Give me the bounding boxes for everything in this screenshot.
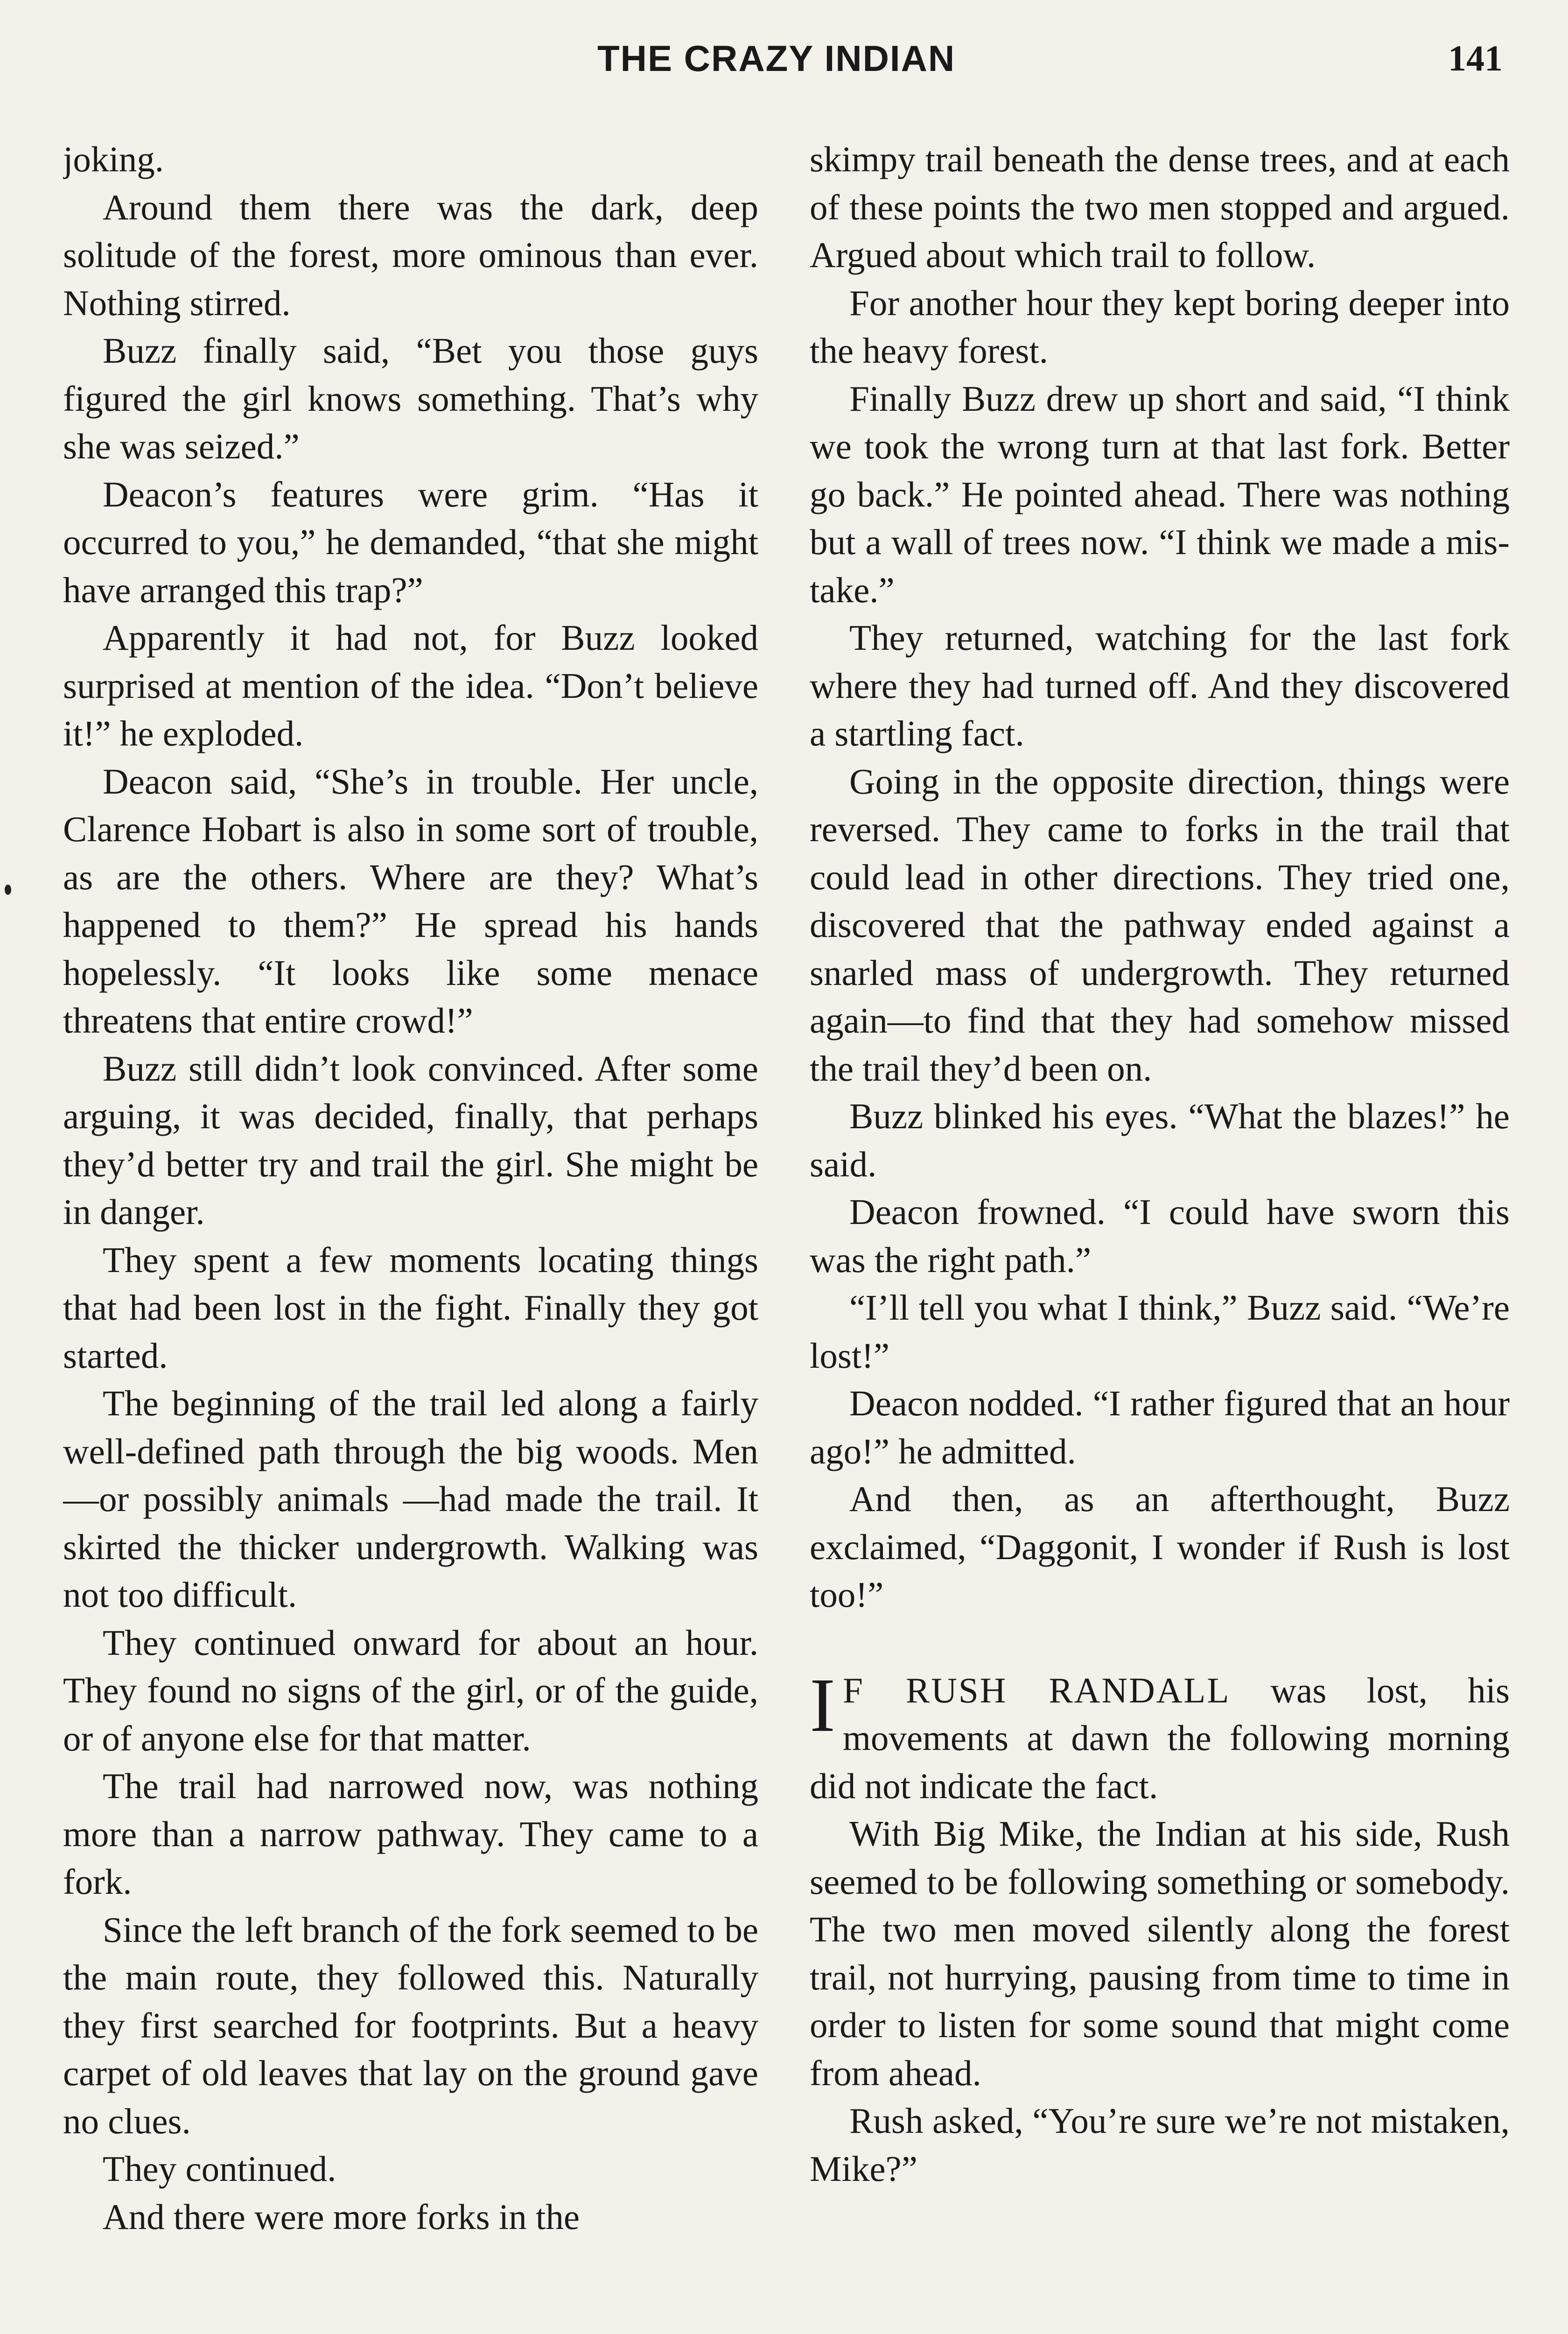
section-opening-paragraph (810, 1662, 1510, 1810)
paragraph: Buzz finally said, “Bet you those guys figured the girl knows something. That’s why she was seized.” (63, 330, 758, 466)
paragraph: Apparently it had not, for Buzz looked surprised at mention of the idea. “Don’t believe it!” he exploded. (63, 618, 758, 753)
section-opening-text: was lost, his movements at dawn the following morning did not indicate the fact. (810, 1670, 1510, 1806)
paragraph: With Big Mike, the Indian at his side, Rush seemed to be following something or somebody. The two men moved silently along the forest trail, not hurrying, pausing from time to time in order to listen for some sound that might come from ahead. (810, 1814, 1510, 2093)
paragraph: They continued. (103, 2149, 336, 2189)
drop-cap: I (810, 1662, 835, 1748)
left-column (63, 135, 758, 2334)
paragraph: And there were more forks in the (103, 2196, 580, 2237)
paragraph: joking. (63, 139, 164, 179)
paragraph: skimpy trail beneath the dense trees, and at each of these points the two men stopped and argued. Argued about which trail to follow. (810, 139, 1510, 275)
paragraph: Around them there was the dark, deep solitude of the forest, more ominous than ever. Nothing stirred. (63, 187, 758, 323)
paragraph: The beginning of the trail led along a fairly well-defined path through the big woods. Men—or possibly animals —had made the trail. It skirted the thicker undergrowth. Walking was not too difficult. (63, 1383, 758, 1615)
paragraph: The trail had narrowed now, was nothing more than a narrow pathway. They came to a fork. (63, 1766, 758, 1902)
paragraph: Deacon’s features were grim. “Has it occurred to you,” he demanded, “that she might have arranged this trap?” (63, 474, 758, 610)
margin-mark (5, 885, 11, 895)
paragraph: Buzz still didn’t look convinced. After some arguing, it was decided, finally, that perhaps they’d better try and trail the girl. She might be in danger. (63, 1048, 758, 1232)
paragraph: Deacon said, “She’s in trouble. Her uncle, Clarence Hobart is also in some sort of trouble, as are the others. Where are they? What’s happened to them?” He spread his hands hopelessly. “It looks like some menace threatens that entire crowd!” (63, 761, 758, 1040)
page-header (597, 37, 1531, 89)
paragraph: Since the left branch of the fork seemed to be the main route, they followed this. Naturally they first searched for footprints. But a heavy carpet of old leaves that lay on the ground gave no clues. (63, 1909, 758, 2141)
paragraph: They spent a few moments locating things that had been lost in the fight. Finally they got started. (63, 1239, 758, 1376)
page-number: 141 (1448, 38, 1503, 78)
paragraph: Deacon nodded. “I rather figured that an hour ago!” he admitted. (810, 1383, 1510, 1471)
paragraph: Buzz blinked his eyes. “What the blazes!” he said. (810, 1096, 1510, 1184)
paragraph: Rush asked, “You’re sure we’re not mistaken, Mike?” (810, 2101, 1510, 2189)
paragraph: They continued onward for about an hour. They found no signs of the girl, or of the guide, or of anyone else for that matter. (63, 1622, 758, 1758)
paragraph: Finally Buzz drew up short and said, “I think we took the wrong turn at that last fork. Better go back.” He pointed ahead. There was nothing but a wall of trees now. “I think we made a mistake.” (810, 378, 1510, 610)
section-lead-in: F RUSH RANDALL (842, 1670, 1231, 1710)
paragraph: For another hour they kept boring deeper into the heavy forest. (810, 282, 1510, 371)
paragraph: And then, as an afterthought, Buzz exclaimed, “Daggonit, I wonder if Rush is lost too!” (810, 1479, 1510, 1615)
paragraph: Deacon frowned. “I could have sworn this was the right path.” (810, 1192, 1510, 1280)
paragraph: They returned, watching for the last fork where they had turned off. And they discovered a startling fact. (810, 618, 1510, 753)
paragraph: Going in the opposite direction, things were reversed. They came to forks in the trail that could lead in other directions. They tried one, discovered that the pathway ended against a snarled mass of undergrowth. They returned again—to find that they had somehow missed the trail they’d been on. (810, 761, 1510, 1089)
running-head: THE CRAZY INDIAN (597, 38, 956, 79)
section-break (810, 1619, 1510, 1666)
paragraph: “I’ll tell you what I think,” Buzz said. “We’re lost!” (810, 1287, 1510, 1376)
right-column (810, 135, 1510, 2334)
